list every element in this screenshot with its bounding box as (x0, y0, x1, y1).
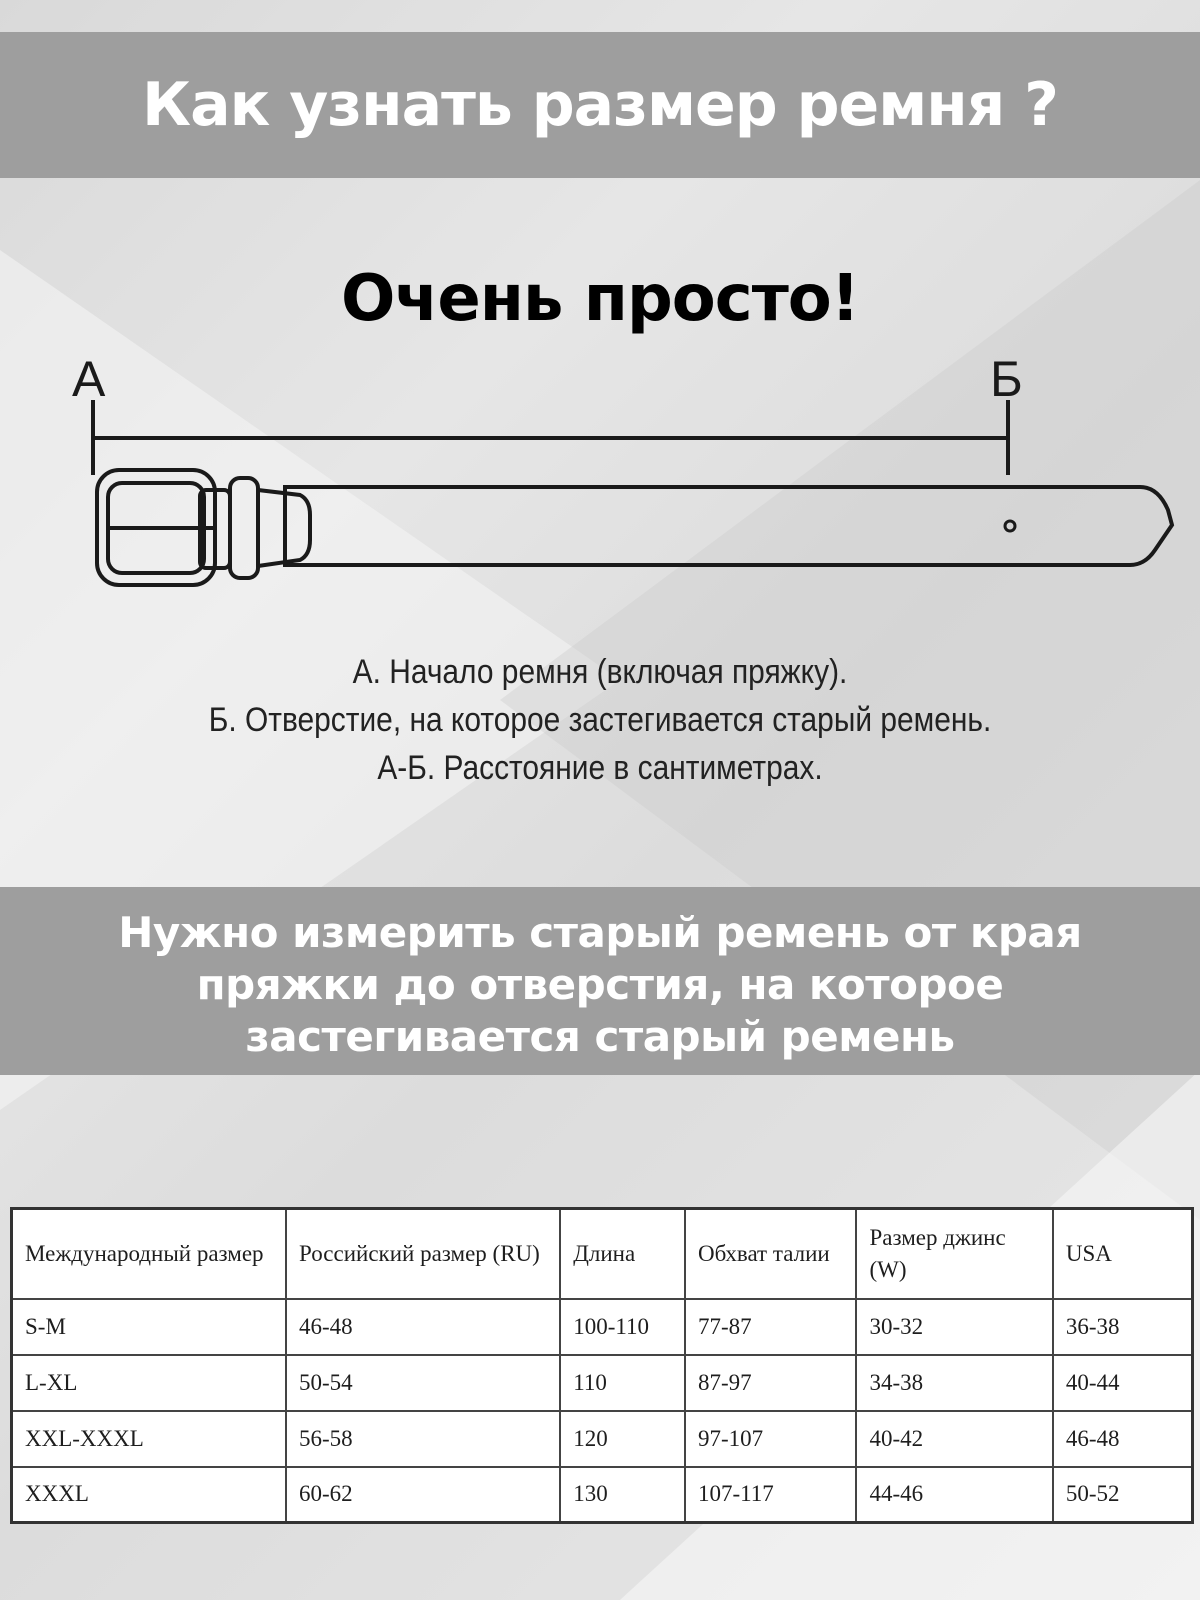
header-length: Длина (560, 1209, 685, 1299)
table-cell: 34-38 (856, 1355, 1052, 1411)
point-a-label: А (72, 351, 106, 407)
table-cell: 120 (560, 1411, 685, 1467)
header-jeans-size: Размер джинс (W) (856, 1209, 1052, 1299)
caption-b: Б. Отверстие, на которое застегивается старый ремень. (208, 701, 992, 739)
point-b-label: Б (990, 351, 1023, 407)
table-cell: XXXL (12, 1467, 287, 1523)
table-cell: 100-110 (560, 1299, 685, 1355)
header-international-size: Международный размер (12, 1209, 287, 1299)
belt-diagram (0, 350, 1200, 610)
table-cell: 110 (560, 1355, 685, 1411)
caption-ab: А-Б. Расстояние в сантиметрах. (377, 749, 823, 787)
table-cell: 130 (560, 1467, 685, 1523)
table-row (12, 1467, 1193, 1523)
instruction-banner (0, 887, 1200, 1075)
table-row (12, 1355, 1193, 1411)
table-cell: 77-87 (685, 1299, 857, 1355)
table-cell: 30-32 (856, 1299, 1052, 1355)
table-cell: 40-42 (856, 1411, 1052, 1467)
instruction-line-3: застегивается старый ремень (245, 1012, 955, 1061)
table-cell: 50-52 (1053, 1467, 1193, 1523)
table-cell: 87-97 (685, 1355, 857, 1411)
measurement-line (93, 400, 1008, 475)
table-cell: 56-58 (286, 1411, 560, 1467)
caption-a: А. Начало ремня (включая пряжку). (352, 653, 848, 691)
header-waist: Обхват талии (685, 1209, 857, 1299)
title-banner (0, 32, 1200, 178)
table-cell: 36-38 (1053, 1299, 1193, 1355)
diagram-captions (0, 648, 1200, 792)
instruction-line-2: пряжки до отверстия, на которое (196, 960, 1004, 1009)
table-cell: 107-117 (685, 1467, 857, 1523)
table-cell: 50-54 (286, 1355, 560, 1411)
headline: Очень просто! (341, 262, 859, 336)
table-cell: 60-62 (286, 1467, 560, 1523)
table-cell: L-XL (12, 1355, 287, 1411)
table-row (12, 1299, 1193, 1355)
instruction-line-1: Нужно измерить старый ремень от края (118, 908, 1082, 957)
page-title: Как узнать размер ремня ? (142, 70, 1058, 140)
table-cell: XXL-XXXL (12, 1411, 287, 1467)
table-cell: 46-48 (286, 1299, 560, 1355)
header-usa: USA (1053, 1209, 1193, 1299)
table-cell: 46-48 (1053, 1411, 1193, 1467)
belt-strap (285, 487, 1172, 565)
table-row (12, 1411, 1193, 1467)
belt-hole (1005, 521, 1015, 531)
table-cell: 97-107 (685, 1411, 857, 1467)
table-cell: 44-46 (856, 1467, 1052, 1523)
buckle-icon (97, 470, 310, 585)
size-table (10, 1207, 1194, 1524)
table-cell: S-M (12, 1299, 287, 1355)
header-russian-size: Российский размер (RU) (286, 1209, 560, 1299)
table-header-row (12, 1209, 1193, 1299)
table-cell: 40-44 (1053, 1355, 1193, 1411)
